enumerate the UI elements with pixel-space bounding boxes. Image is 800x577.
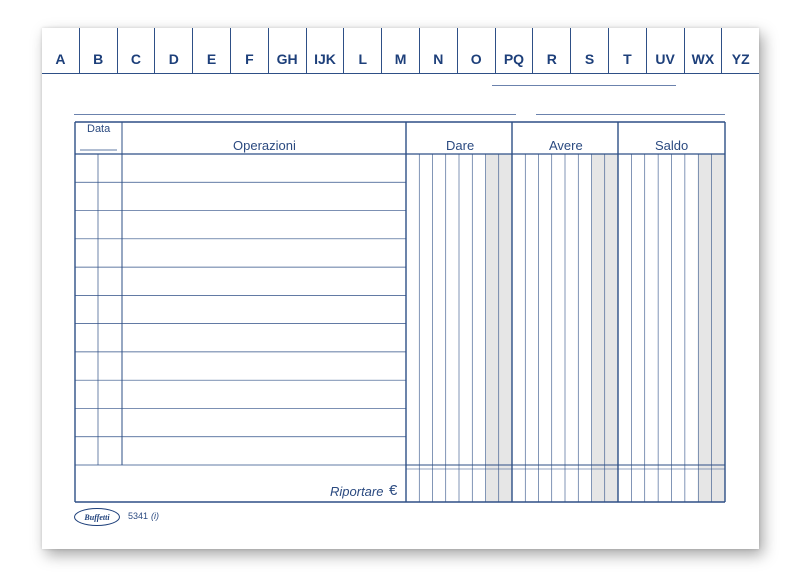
euro-symbol: € — [389, 482, 398, 499]
tab-ijk[interactable]: IJK — [307, 28, 345, 74]
tab-m[interactable]: M — [382, 28, 420, 74]
tab-wx[interactable]: WX — [685, 28, 723, 74]
tab-gh[interactable]: GH — [269, 28, 307, 74]
tab-r[interactable]: R — [533, 28, 571, 74]
tab-l[interactable]: L — [344, 28, 382, 74]
operations-header: Operazioni — [233, 138, 296, 153]
tab-d[interactable]: D — [155, 28, 193, 74]
brand-logo — [74, 508, 120, 526]
brand-logo-text: Buffetti — [84, 512, 110, 522]
product-code — [128, 511, 159, 521]
tab-n[interactable]: N — [420, 28, 458, 74]
tab-b[interactable]: B — [80, 28, 118, 74]
tab-c[interactable]: C — [118, 28, 156, 74]
tab-pq[interactable]: PQ — [496, 28, 534, 74]
tab-s[interactable]: S — [571, 28, 609, 74]
carry-forward-label: Riportare — [330, 484, 384, 499]
debit-header: Dare — [446, 138, 475, 153]
product-code-number: 5341 — [128, 511, 149, 521]
balance-header: Saldo — [655, 138, 689, 153]
tab-yz[interactable]: YZ — [722, 28, 759, 74]
credit-header: Avere — [549, 138, 583, 153]
tab-o[interactable]: O — [458, 28, 496, 74]
tab-a[interactable]: A — [42, 28, 80, 74]
product-code-suffix: (i) — [151, 511, 160, 521]
tab-t[interactable]: T — [609, 28, 647, 74]
tab-e[interactable]: E — [193, 28, 231, 74]
date-header: Data — [87, 123, 111, 135]
tab-f[interactable]: F — [231, 28, 269, 74]
tab-uv[interactable]: UV — [647, 28, 685, 74]
